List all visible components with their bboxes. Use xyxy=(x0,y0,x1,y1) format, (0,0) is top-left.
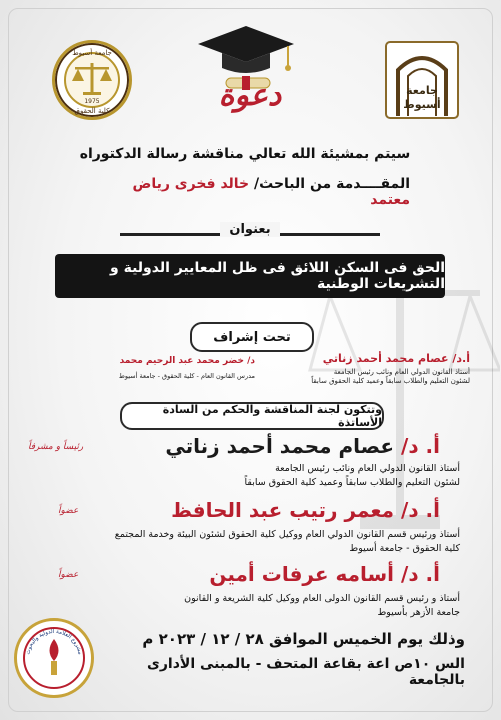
supervision-label xyxy=(190,322,314,352)
thesis-title-banner xyxy=(55,254,445,298)
member-1-role: رئيساً و مشرفاً xyxy=(28,442,84,452)
member-2-desc-line2: كلية الحقوق - جامعة أسيوط xyxy=(349,542,460,554)
committee-member-1 xyxy=(80,434,440,458)
scales-icon xyxy=(55,43,129,117)
member-2-role: عضواً xyxy=(58,506,79,516)
member-3-role: عضواً xyxy=(58,570,79,580)
member-1-prefix: أ. د/ xyxy=(401,434,440,458)
left-logo-top-text: جامعة أسيوط xyxy=(72,49,112,57)
torch-badge-icon xyxy=(17,621,91,695)
university-gate-icon xyxy=(384,40,460,120)
intro-line: سيتم بمشيئة الله تعالي مناقشة رسالة الدكتوراه xyxy=(79,146,411,162)
member-3-desc-line1: أستاذ و رئيس قسم القانون الدولى العام ووكيل كلية الشريعة و القانون xyxy=(184,593,460,604)
member-3-prefix: أ. د/ xyxy=(401,562,440,586)
invitation-title: دعوة xyxy=(218,78,282,113)
member-2-prefix: أ. د/ xyxy=(401,498,440,522)
member-3-desc xyxy=(40,592,460,620)
member-2-name: معمر رتيب عبد الحافظ xyxy=(171,498,395,522)
title-label-divider xyxy=(120,222,380,246)
title-label: بعنوان xyxy=(220,222,280,237)
supervisor-1-desc-line1: أستاذ القانون الدولي العام ونائب رئيس الجامعة xyxy=(333,368,470,376)
right-logo-text-1: جامعة xyxy=(406,84,438,97)
date-line: وذلك يوم الخميس الموافق ٢٨ / ١٢ / ٢٠٢٣ م xyxy=(142,630,465,648)
left-logo-bottom-text: كلية الحقوق xyxy=(74,107,110,115)
member-2-desc xyxy=(40,528,460,556)
place-line: الس ١٠ص اعة بقاعة المتحف - بالمبنى الأدارى بالجامعة xyxy=(147,656,465,688)
left-logo-year: 1975 xyxy=(84,98,100,105)
supervisor-2-name: د/ خضر محمد عبد الرحيم محمد xyxy=(119,356,255,366)
thesis-title: الحق فى السكن اللائق فى ظل المعايير الدولية و التشريعات الوطنية xyxy=(110,260,445,292)
committee-label-text: وتتكون لجنة المناقشة والحكم من السادة الأساتذة xyxy=(162,403,382,429)
researcher-line xyxy=(90,176,410,208)
member-3-name: أسامه عرفات أمين xyxy=(209,562,395,586)
member-2-desc-line1: أستاذ ورئيس قسم القانون الدولي العام ووكيل كلية الحقوق لشئون البيئة وخدمة المجتمع xyxy=(114,529,460,540)
supervision-label-text: تحت إشراف xyxy=(213,329,291,345)
research-badge xyxy=(14,618,94,698)
committee-label xyxy=(120,402,384,430)
member-1-name: عصام محمد أحمد زناتي xyxy=(165,434,395,458)
researcher-prefix: المقــــدمة من الباحث/ xyxy=(254,176,410,192)
supervisor-1-desc xyxy=(270,368,470,386)
supervisor-1-desc-line2: لشئون التعليم والطلاب سابقاً وعميد كلية الحقوق سابقاً xyxy=(311,377,470,386)
right-logo-text-2: أسيوط xyxy=(403,98,441,111)
supervisor-2-desc: مدرس القانون العام - كلية الحقوق - جامعة أسيوط xyxy=(118,372,255,380)
member-1-desc-line2: لشئون التعليم والطلاب سابقاً وعميد كلية الحقوق سابقاً xyxy=(244,476,460,488)
researcher-name: خالد فخرى رياض معتمد xyxy=(132,176,410,208)
badge-text: مشروع العلامة الدولية والبحوث xyxy=(25,628,83,656)
member-3-desc-line2: جامعة الأزهر بأسيوط xyxy=(377,606,460,618)
committee-member-3 xyxy=(80,562,440,586)
supervisor-1-name: أ.د/ عصام محمد أحمد زناتي xyxy=(322,352,470,365)
law-faculty-logo xyxy=(52,40,132,120)
committee-member-2 xyxy=(80,498,440,522)
member-1-desc-line1: أستاذ القانون الدولي العام ونائب رئيس الجامعة xyxy=(275,463,460,474)
member-1-desc xyxy=(40,462,460,490)
